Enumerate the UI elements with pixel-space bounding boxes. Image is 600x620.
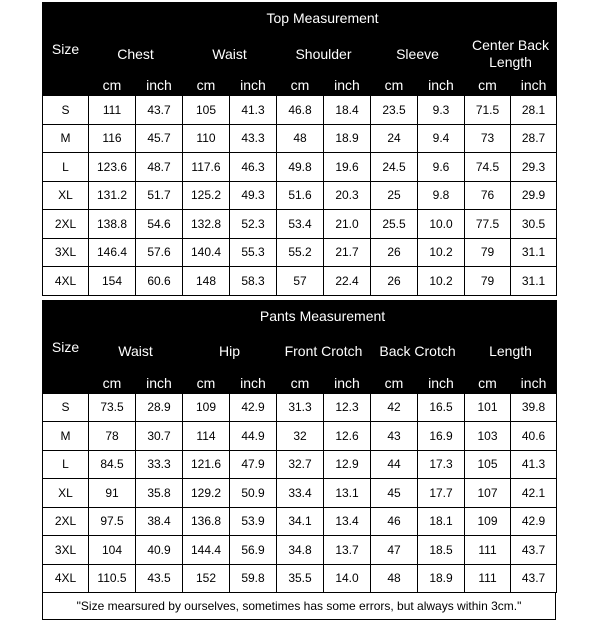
unit-header: inch (418, 372, 465, 393)
table-row (43, 564, 557, 593)
measurement-cell: 78 (89, 422, 136, 451)
measurement-cell: 43.3 (230, 124, 277, 153)
measurement-cell: 10.2 (418, 238, 465, 267)
table-row (43, 96, 557, 125)
unit-header: cm (371, 75, 418, 96)
size-cell: 2XL (43, 507, 89, 536)
measurement-cell: 111 (465, 536, 511, 565)
size-cell: 3XL (43, 536, 89, 565)
pants-measurement-table (42, 300, 557, 594)
measurement-cell: 42.9 (511, 507, 557, 536)
measurement-cell: 38.4 (136, 507, 183, 536)
measurement-cell: 73 (465, 124, 511, 153)
measurement-cell: 52.3 (230, 210, 277, 239)
measurement-cell: 35.5 (277, 564, 324, 593)
measurement-cell: 53.4 (277, 210, 324, 239)
measurement-cell: 105 (465, 450, 511, 479)
group-header: Sleeve (371, 34, 465, 75)
measurement-cell: 29.3 (511, 153, 557, 182)
size-cell: XL (43, 479, 89, 508)
group-header: Chest (89, 34, 183, 75)
measurement-cell: 105 (183, 96, 230, 125)
measurement-cell: 26 (371, 238, 418, 267)
measurement-cell: 9.4 (418, 124, 465, 153)
table-title: Pants Measurement (89, 300, 557, 331)
measurement-cell: 42.9 (230, 393, 277, 422)
measurement-cell: 140.4 (183, 238, 230, 267)
measurement-cell: 44 (371, 450, 418, 479)
measurement-cell: 138.8 (89, 210, 136, 239)
table-row (43, 479, 557, 508)
measurement-cell: 50.9 (230, 479, 277, 508)
unit-header: cm (89, 372, 136, 393)
measurement-cell: 43.7 (511, 564, 557, 593)
measurement-cell: 28.9 (136, 393, 183, 422)
measurement-cell: 12.3 (324, 393, 371, 422)
measurement-cell: 44.9 (230, 422, 277, 451)
measurement-cell: 109 (465, 507, 511, 536)
measurement-cell: 111 (89, 96, 136, 125)
group-header: Back Crotch (371, 331, 465, 372)
measurement-cell: 49.8 (277, 153, 324, 182)
table-row (43, 238, 557, 267)
measurement-cell: 23.5 (371, 96, 418, 125)
measurement-cell: 148 (183, 267, 230, 296)
measurement-cell: 35.8 (136, 479, 183, 508)
measurement-cell: 46.3 (230, 153, 277, 182)
measurement-cell: 17.3 (418, 450, 465, 479)
measurement-cell: 54.6 (136, 210, 183, 239)
size-cell: L (43, 153, 89, 182)
unit-header: cm (465, 75, 511, 96)
table-row (43, 450, 557, 479)
measurement-cell: 16.5 (418, 393, 465, 422)
measurement-cell: 46 (371, 507, 418, 536)
group-header: Center Back Length (465, 34, 557, 75)
measurement-cell: 29.9 (511, 181, 557, 210)
measurement-cell: 59.8 (230, 564, 277, 593)
measurement-cell: 73.5 (89, 393, 136, 422)
measurement-cell: 46.8 (277, 96, 324, 125)
table-row (43, 153, 557, 182)
measurement-cell: 18.5 (418, 536, 465, 565)
measurement-cell: 20.3 (324, 181, 371, 210)
unit-header: cm (183, 372, 230, 393)
measurement-cell: 24 (371, 124, 418, 153)
measurement-cell: 14.0 (324, 564, 371, 593)
group-header: Shoulder (277, 34, 371, 75)
measurement-cell: 18.9 (418, 564, 465, 593)
measurement-cell: 19.6 (324, 153, 371, 182)
measurement-cell: 40.6 (511, 422, 557, 451)
measurement-cell: 32.7 (277, 450, 324, 479)
size-chart (42, 2, 556, 620)
measurement-cell: 110.5 (89, 564, 136, 593)
unit-header: cm (89, 75, 136, 96)
measurement-cell: 146.4 (89, 238, 136, 267)
measurement-cell: 57 (277, 267, 324, 296)
measurement-cell: 34.1 (277, 507, 324, 536)
measurement-cell: 58.3 (230, 267, 277, 296)
measurement-cell: 103 (465, 422, 511, 451)
measurement-cell: 31.1 (511, 238, 557, 267)
measurement-cell: 28.1 (511, 96, 557, 125)
measurement-cell: 33.3 (136, 450, 183, 479)
group-header: Waist (183, 34, 277, 75)
table-row (43, 422, 557, 451)
measurement-cell: 18.9 (324, 124, 371, 153)
group-header: Hip (183, 331, 277, 372)
unit-header: inch (230, 372, 277, 393)
measurement-cell: 10.2 (418, 267, 465, 296)
measurement-cell: 57.6 (136, 238, 183, 267)
measurement-cell: 109 (183, 393, 230, 422)
measurement-cell: 144.4 (183, 536, 230, 565)
measurement-cell: 56.9 (230, 536, 277, 565)
size-cell: M (43, 124, 89, 153)
group-header: Waist (89, 331, 183, 372)
measurement-cell: 43.7 (136, 96, 183, 125)
measurement-cell: 9.6 (418, 153, 465, 182)
measurement-cell: 74.5 (465, 153, 511, 182)
unit-header: inch (511, 75, 557, 96)
measurement-cell: 18.1 (418, 507, 465, 536)
unit-header: inch (230, 75, 277, 96)
measurement-cell: 9.8 (418, 181, 465, 210)
unit-header: cm (183, 75, 230, 96)
unit-header: inch (418, 75, 465, 96)
measurement-cell: 13.7 (324, 536, 371, 565)
measurement-cell: 49.3 (230, 181, 277, 210)
size-cell: 3XL (43, 238, 89, 267)
measurement-cell: 79 (465, 267, 511, 296)
size-cell: 4XL (43, 267, 89, 296)
measurement-cell: 152 (183, 564, 230, 593)
measurement-cell: 26 (371, 267, 418, 296)
measurement-cell: 16.9 (418, 422, 465, 451)
size-header: Size (43, 300, 89, 393)
measurement-cell: 47.9 (230, 450, 277, 479)
table-row (43, 536, 557, 565)
measurement-cell: 21.0 (324, 210, 371, 239)
measurement-cell: 47 (371, 536, 418, 565)
measurement-cell: 40.9 (136, 536, 183, 565)
measurement-cell: 34.8 (277, 536, 324, 565)
size-header: Size (43, 3, 89, 96)
unit-header: cm (371, 372, 418, 393)
measurement-cell: 131.2 (89, 181, 136, 210)
measurement-cell: 42 (371, 393, 418, 422)
measurement-cell: 111 (465, 564, 511, 593)
measurement-cell: 125.2 (183, 181, 230, 210)
measurement-cell: 154 (89, 267, 136, 296)
measurement-cell: 136.8 (183, 507, 230, 536)
measurement-cell: 114 (183, 422, 230, 451)
measurement-cell: 129.2 (183, 479, 230, 508)
measurement-cell: 25 (371, 181, 418, 210)
measurement-cell: 13.4 (324, 507, 371, 536)
measurement-cell: 12.6 (324, 422, 371, 451)
measurement-cell: 71.5 (465, 96, 511, 125)
measurement-cell: 60.6 (136, 267, 183, 296)
size-cell: 4XL (43, 564, 89, 593)
measurement-cell: 48 (277, 124, 324, 153)
pants-table-body (43, 393, 557, 593)
measurement-cell: 55.3 (230, 238, 277, 267)
measurement-cell: 17.7 (418, 479, 465, 508)
measurement-cell: 28.7 (511, 124, 557, 153)
measurement-cell: 45 (371, 479, 418, 508)
measurement-cell: 30.5 (511, 210, 557, 239)
top-measurement-table (42, 2, 557, 296)
unit-header: cm (277, 372, 324, 393)
table-row (43, 267, 557, 296)
measurement-cell: 30.7 (136, 422, 183, 451)
top-table-body (43, 96, 557, 296)
group-header: Front Crotch (277, 331, 371, 372)
unit-header: inch (324, 372, 371, 393)
measurement-cell: 48 (371, 564, 418, 593)
measurement-cell: 41.3 (230, 96, 277, 125)
table-title: Top Measurement (89, 3, 557, 34)
unit-header: inch (511, 372, 557, 393)
measurement-cell: 51.7 (136, 181, 183, 210)
measurement-cell: 101 (465, 393, 511, 422)
measurement-cell: 123.6 (89, 153, 136, 182)
unit-header: inch (136, 75, 183, 96)
measurement-cell: 43.5 (136, 564, 183, 593)
unit-header: inch (324, 75, 371, 96)
measurement-cell: 55.2 (277, 238, 324, 267)
measurement-cell: 43 (371, 422, 418, 451)
measurement-cell: 13.1 (324, 479, 371, 508)
measurement-cell: 76 (465, 181, 511, 210)
table-row (43, 507, 557, 536)
size-note: "Size mearsured by ourselves, sometimes has some errors, but always within 3cm." (42, 593, 556, 620)
measurement-cell: 48.7 (136, 153, 183, 182)
unit-header: inch (136, 372, 183, 393)
measurement-cell: 32 (277, 422, 324, 451)
measurement-cell: 91 (89, 479, 136, 508)
measurement-cell: 24.5 (371, 153, 418, 182)
size-cell: M (43, 422, 89, 451)
size-cell: L (43, 450, 89, 479)
measurement-cell: 21.7 (324, 238, 371, 267)
measurement-cell: 25.5 (371, 210, 418, 239)
measurement-cell: 79 (465, 238, 511, 267)
size-cell: S (43, 96, 89, 125)
table-row (43, 393, 557, 422)
measurement-cell: 132.8 (183, 210, 230, 239)
measurement-cell: 18.4 (324, 96, 371, 125)
measurement-cell: 107 (465, 479, 511, 508)
size-cell: 2XL (43, 210, 89, 239)
unit-header: cm (277, 75, 324, 96)
table-row (43, 124, 557, 153)
measurement-cell: 12.9 (324, 450, 371, 479)
measurement-cell: 121.6 (183, 450, 230, 479)
measurement-cell: 33.4 (277, 479, 324, 508)
measurement-cell: 42.1 (511, 479, 557, 508)
measurement-cell: 110 (183, 124, 230, 153)
measurement-cell: 77.5 (465, 210, 511, 239)
measurement-cell: 31.1 (511, 267, 557, 296)
size-cell: XL (43, 181, 89, 210)
measurement-cell: 84.5 (89, 450, 136, 479)
measurement-cell: 9.3 (418, 96, 465, 125)
measurement-cell: 43.7 (511, 536, 557, 565)
measurement-cell: 41.3 (511, 450, 557, 479)
table-row (43, 210, 557, 239)
measurement-cell: 10.0 (418, 210, 465, 239)
measurement-cell: 97.5 (89, 507, 136, 536)
unit-header: cm (465, 372, 511, 393)
measurement-cell: 51.6 (277, 181, 324, 210)
table-row (43, 181, 557, 210)
measurement-cell: 31.3 (277, 393, 324, 422)
measurement-cell: 22.4 (324, 267, 371, 296)
size-cell: S (43, 393, 89, 422)
measurement-cell: 39.8 (511, 393, 557, 422)
group-header: Length (465, 331, 557, 372)
measurement-cell: 45.7 (136, 124, 183, 153)
measurement-cell: 116 (89, 124, 136, 153)
measurement-cell: 53.9 (230, 507, 277, 536)
measurement-cell: 117.6 (183, 153, 230, 182)
measurement-cell: 104 (89, 536, 136, 565)
